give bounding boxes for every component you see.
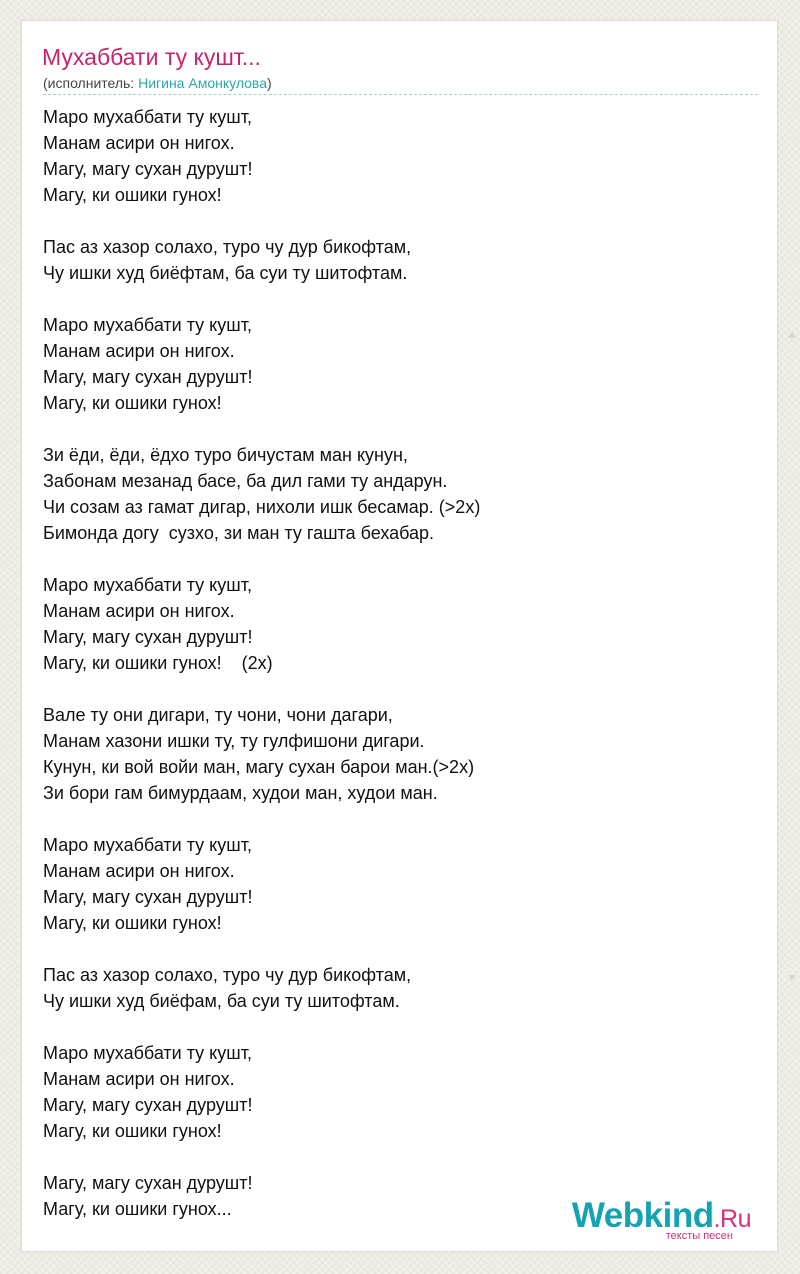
lyric-line: Маро мухаббати ту кушт, — [43, 315, 252, 335]
lyric-line: Магу, ки ошики гунох! — [43, 393, 222, 413]
lyric-line: Магу, магу сухан дурушт! — [43, 159, 253, 179]
artist-prefix: (исполнитель: — [43, 75, 139, 91]
lyric-line: Магу, магу сухан дурушт! — [43, 367, 253, 387]
lyric-line: Магу, магу сухан дурушт! — [43, 1095, 253, 1115]
lyric-line: Маро мухаббати ту кушт, — [43, 575, 252, 595]
song-title: Мухаббати ту кушт... — [42, 44, 261, 70]
lyric-line: Манам асири он нигох. — [43, 341, 235, 361]
lyric-line: Магу, магу сухан дурушт! — [43, 1173, 253, 1193]
lyrics-card — [21, 20, 778, 1252]
scroll-down-icon[interactable] — [788, 975, 796, 981]
lyric-line: Манам асири он нигох. — [43, 861, 235, 881]
lyric-blank-line — [43, 676, 480, 702]
lyric-line: Манам асири он нигох. — [43, 601, 235, 621]
lyric-line: Магу, ки ошики гунох! — [43, 1121, 222, 1141]
lyric-line: Чу ишки худ биёфам, ба суи ту шитофтам. — [43, 991, 400, 1011]
lyric-line: Бимонда догу сузхо, зи ман ту гашта бехабар. — [43, 523, 435, 543]
artist-line — [43, 74, 272, 92]
lyric-line: Магу, ки ошики гунох! — [43, 185, 222, 205]
lyric-line: Маро мухаббати ту кушт, — [43, 1043, 252, 1063]
lyric-blank-line — [43, 208, 480, 234]
lyric-blank-line — [43, 1014, 480, 1040]
site-logo[interactable] — [551, 1197, 751, 1243]
lyric-line: Зи ёди, ёди, ёдхо туро бичустам ман кунун, — [43, 445, 408, 465]
scroll-up-icon[interactable] — [788, 332, 796, 338]
lyric-blank-line — [43, 1144, 480, 1170]
lyric-line: Кунун, ки вой войи ман, магу сухан барои ман.(>2x) — [43, 757, 475, 777]
lyric-line: Зи бори гам бимурдаам, худои ман, худои ман. — [43, 783, 438, 803]
lyric-line: Пас аз хазор солахо, туро чу дур бикофтам, — [43, 237, 412, 257]
lyric-line: Магу, ки ошики гунох! — [43, 913, 222, 933]
lyric-line: Пас аз хазор солахо, туро чу дур бикофтам, — [43, 965, 412, 985]
lyric-line: Чи созам аз гамат дигар, нихоли ишк бесамар. (>2x) — [43, 497, 481, 517]
lyric-blank-line — [43, 286, 480, 312]
artist-suffix: ) — [267, 75, 272, 91]
lyric-line: Манам хазони ишки ту, ту гулфишони дигари. — [43, 731, 425, 751]
lyric-line: Маро мухаббати ту кушт, — [43, 107, 252, 127]
artist-link[interactable]: Нигина Амонкулова — [138, 75, 267, 91]
lyric-blank-line — [43, 936, 480, 962]
lyric-line: Вале ту они дигари, ту чони, чони дагари, — [43, 705, 393, 725]
logo-main-text: Webkind — [571, 1196, 714, 1235]
lyric-line: Магу, ки ошики гунох! (2x) — [43, 653, 273, 673]
lyric-line: Магу, ки ошики гунох... — [43, 1199, 232, 1219]
lyric-blank-line — [43, 416, 480, 442]
lyric-line: Маро мухаббати ту кушт, — [43, 835, 252, 855]
lyric-line: Чу ишки худ биёфтам, ба суи ту шитофтам. — [43, 263, 408, 283]
lyric-line: Забонам мезанад басе, ба дил гами ту андарун. — [43, 471, 448, 491]
logo-suffix: .Ru — [713, 1205, 751, 1233]
lyric-line: Манам асири он нигох. — [43, 1069, 235, 1089]
header-divider — [43, 94, 758, 95]
lyric-line: Манам асири он нигох. — [43, 133, 235, 153]
lyric-line: Магу, магу сухан дурушт! — [43, 627, 253, 647]
logo-tagline: тексты песен — [665, 1230, 733, 1242]
lyric-blank-line — [43, 806, 480, 832]
lyric-blank-line — [43, 546, 480, 572]
lyrics-text — [43, 104, 480, 1222]
lyric-line: Магу, магу сухан дурушт! — [43, 887, 253, 907]
